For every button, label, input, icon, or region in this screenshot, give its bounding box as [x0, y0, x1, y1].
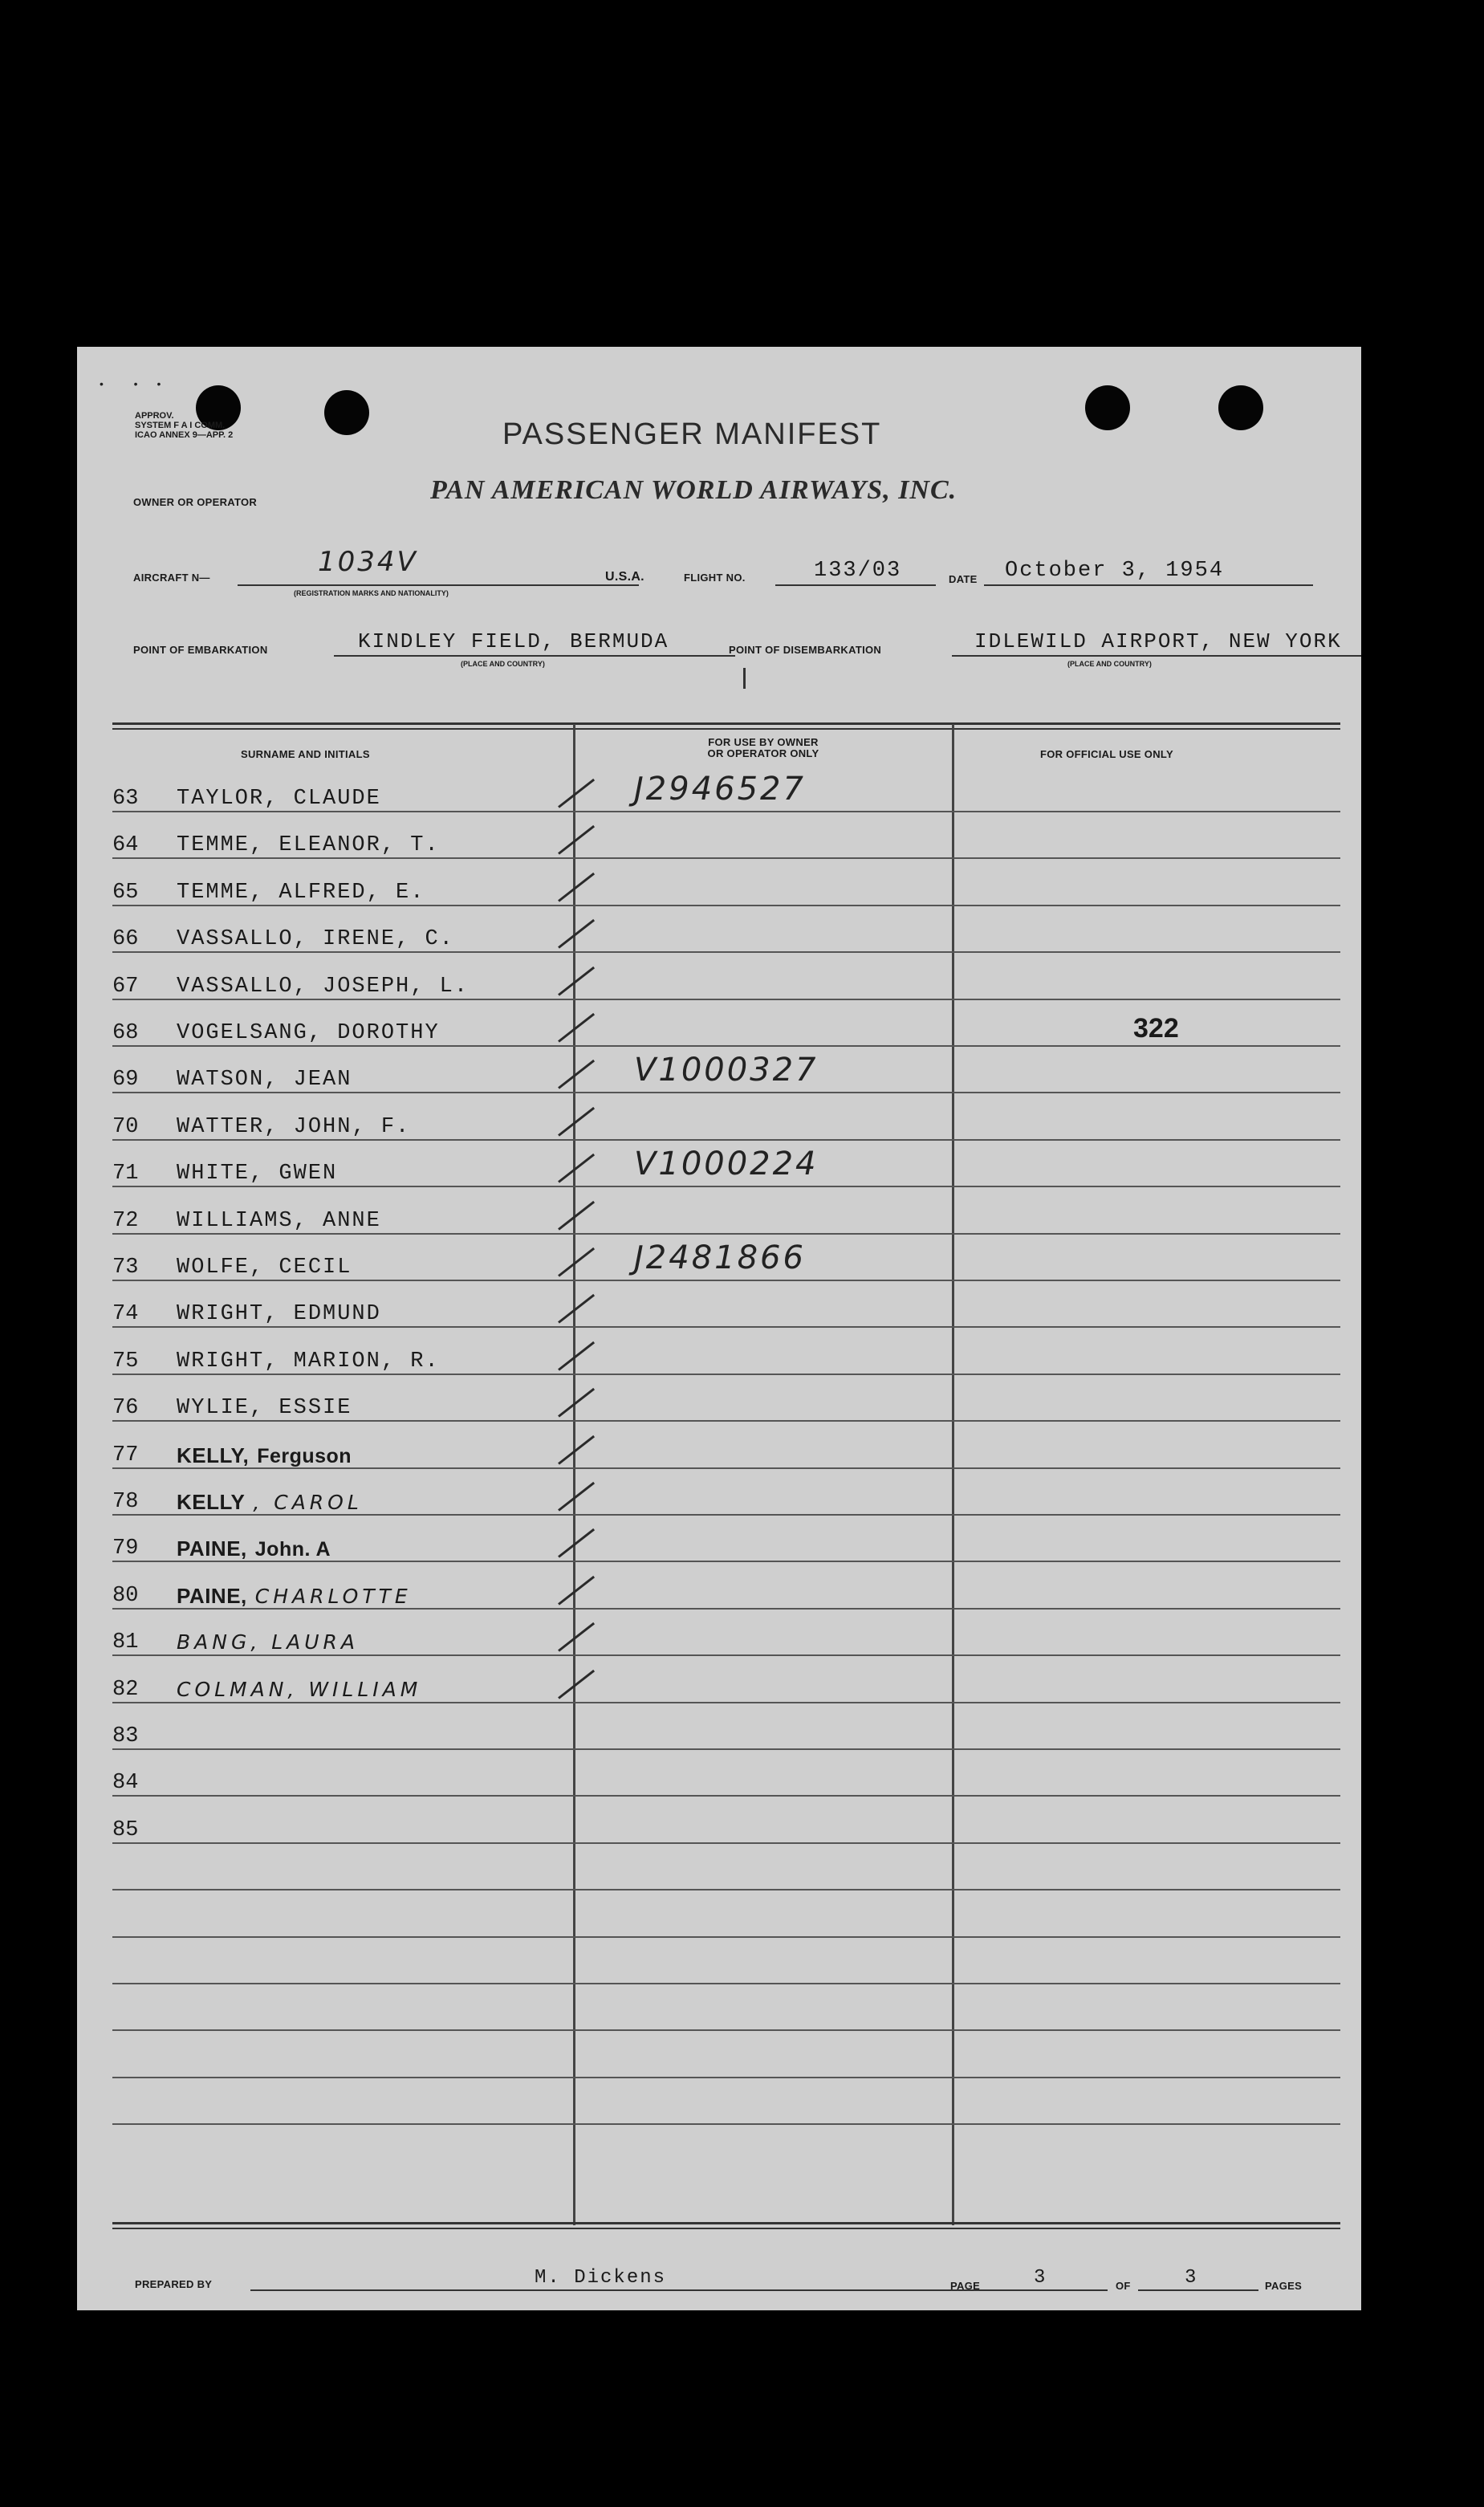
passenger-given-name: CHARLOTTE: [254, 1585, 412, 1608]
form-title: PASSENGER MANIFEST: [502, 417, 882, 451]
page-label: PAGE: [950, 2280, 981, 2292]
owner-entry: J2481866: [634, 1239, 806, 1276]
row-rule: [112, 1092, 1340, 1093]
check-mark: [558, 919, 595, 949]
row-rule: [112, 1795, 1340, 1797]
owner-entry: V1000224: [634, 1146, 819, 1182]
row-rule: [112, 1983, 1340, 1984]
check-mark: [558, 1107, 595, 1137]
row-number: 70: [112, 1115, 139, 1139]
embark-sublabel: (PLACE AND COUNTRY): [461, 660, 545, 668]
approval-stamp-line: APPROV.: [135, 411, 174, 421]
aircraft-label: AIRCRAFT N—: [133, 572, 210, 584]
prepared-value: M. Dickens: [535, 2267, 667, 2289]
passenger-given-name: Ferguson: [257, 1445, 352, 1467]
owner-entry: J2946527: [634, 771, 806, 808]
row-number: 76: [112, 1396, 139, 1420]
check-mark: [558, 825, 595, 855]
row-number: 79: [112, 1536, 139, 1561]
row-number: 69: [112, 1068, 139, 1092]
row-rule: [112, 2077, 1340, 2078]
passenger-name: TEMME, ELEANOR, T.: [177, 833, 440, 857]
passenger-name: TEMME, ALFRED, E.: [177, 881, 425, 905]
of-label: OF: [1116, 2280, 1131, 2292]
check-mark: [558, 873, 595, 902]
row-rule: [112, 1702, 1340, 1703]
check-mark: [558, 1247, 595, 1277]
owner-label: OWNER OR OPERATOR: [133, 496, 258, 508]
row-rule: [112, 1420, 1340, 1422]
check-mark: [558, 1576, 595, 1606]
punch-hole: [324, 390, 369, 435]
row-number: 74: [112, 1302, 139, 1326]
flight-value: 133/03: [814, 559, 902, 583]
row-rule: [112, 951, 1340, 953]
row-number: 81: [112, 1630, 139, 1654]
table-bottom-rule: [112, 2222, 1340, 2224]
passenger-name: [177, 1443, 352, 1470]
row-rule: [112, 1186, 1340, 1187]
passenger-name: WRIGHT, MARION, R.: [177, 1349, 440, 1374]
row-number: 65: [112, 881, 139, 905]
row-rule: [112, 999, 1340, 1000]
row-rule: [112, 1045, 1340, 1047]
row-number: 83: [112, 1724, 139, 1748]
embark-label: POINT OF EMBARKATION: [133, 644, 268, 656]
row-number: 66: [112, 927, 139, 951]
row-rule: [112, 1889, 1340, 1890]
passenger-name: [177, 1490, 363, 1516]
of-underline: [1138, 2289, 1258, 2291]
column-divider: [573, 724, 575, 2225]
check-mark: [558, 779, 595, 808]
table-top-rule: [112, 722, 1340, 725]
check-mark: [558, 1060, 595, 1089]
row-number: 77: [112, 1443, 139, 1467]
manifest-page: [77, 347, 1361, 2310]
passenger-name: TAYLOR, CLAUDE: [177, 787, 381, 811]
col-surname-header: SURNAME AND INITIALS: [241, 748, 370, 760]
row-rule: [112, 1139, 1340, 1141]
row-number: 68: [112, 1021, 139, 1045]
row-number: 78: [112, 1490, 139, 1514]
table-top-rule: [112, 728, 1340, 730]
tick-mark: [743, 668, 746, 689]
approval-stamp-line: ICAO ANNEX 9—APP. 2: [135, 430, 234, 440]
passenger-name: VASSALLO, IRENE, C.: [177, 927, 454, 951]
date-label: DATE: [949, 573, 978, 585]
page-value: 3: [1034, 2267, 1047, 2289]
official-entry: 322: [1133, 1013, 1179, 1044]
row-rule: [112, 1842, 1340, 1844]
row-rule: [112, 2029, 1340, 2031]
embark-underline: [334, 655, 735, 657]
punch-hole: [1085, 385, 1130, 430]
passenger-given-name: , CAROL: [253, 1491, 363, 1514]
passenger-surname: KELLY,: [177, 1443, 250, 1467]
check-mark: [558, 1154, 595, 1183]
row-rule: [112, 1280, 1340, 1281]
check-mark: [558, 1528, 595, 1558]
approval-stamp-line: SYSTEM F A I COMM.: [135, 421, 226, 430]
row-rule: [112, 1233, 1340, 1235]
disembark-label: POINT OF DISEMBARKATION: [729, 644, 882, 656]
disembark-sublabel: (PLACE AND COUNTRY): [1067, 660, 1152, 668]
check-mark: [558, 1201, 595, 1231]
row-number: 67: [112, 975, 139, 999]
prepared-underline: [250, 2289, 1021, 2291]
passenger-name: WATTER, JOHN, F.: [177, 1115, 411, 1139]
col-owner-header-line: OR OPERATOR ONLY: [707, 747, 819, 759]
date-value: October 3, 1954: [1005, 559, 1225, 583]
aircraft-sublabel: (REGISTRATION MARKS AND NATIONALITY): [294, 589, 449, 597]
passenger-name: BANG, LAURA: [177, 1630, 360, 1654]
passenger-name: WYLIE, ESSIE: [177, 1396, 352, 1420]
column-divider: [952, 724, 954, 2225]
prepared-label: PREPARED BY: [135, 2278, 213, 2290]
passenger-name: VOGELSANG, DOROTHY: [177, 1021, 440, 1045]
row-number: 84: [112, 1771, 139, 1795]
disembark-value: IDLEWILD AIRPORT, NEW YORK: [974, 629, 1342, 653]
check-mark: [558, 1388, 595, 1418]
passenger-name: WILLIAMS, ANNE: [177, 1209, 381, 1233]
page-underline: [987, 2289, 1108, 2291]
usa-label: U.S.A.: [605, 570, 644, 584]
table-bottom-rule: [112, 2228, 1340, 2229]
check-mark: [558, 1435, 595, 1465]
passenger-name: WRIGHT, EDMUND: [177, 1302, 381, 1326]
check-mark: [558, 967, 595, 996]
of-value: 3: [1185, 2267, 1198, 2289]
row-number: 72: [112, 1209, 139, 1233]
edge-dots: • • •: [100, 377, 169, 390]
row-rule: [112, 811, 1340, 812]
passenger-name: WOLFE, CECIL: [177, 1256, 352, 1280]
col-owner-header: [575, 737, 952, 759]
row-rule: [112, 1936, 1340, 1938]
approval-stamp: [135, 411, 233, 440]
row-number: 75: [112, 1349, 139, 1374]
row-number: 82: [112, 1678, 139, 1702]
passenger-surname: PAINE,: [177, 1584, 247, 1608]
punch-hole: [1218, 385, 1263, 430]
row-rule: [112, 857, 1340, 859]
passenger-name: WHITE, GWEN: [177, 1162, 338, 1186]
check-mark: [558, 1294, 595, 1324]
operator-name: PAN AMERICAN WORLD AIRWAYS, INC.: [430, 475, 957, 505]
disembark-underline: [952, 655, 1361, 657]
row-number: 85: [112, 1818, 139, 1842]
check-mark: [558, 1341, 595, 1371]
owner-entry: V1000327: [634, 1052, 819, 1089]
passenger-name: [177, 1584, 412, 1610]
pages-label: PAGES: [1265, 2280, 1303, 2292]
row-rule: [112, 2123, 1340, 2125]
row-rule: [112, 905, 1340, 906]
embark-value: KINDLEY FIELD, BERMUDA: [358, 629, 669, 653]
passenger-name: COLMAN, WILLIAM: [177, 1678, 422, 1701]
aircraft-underline: [238, 584, 639, 586]
col-official-header: FOR OFFICIAL USE ONLY: [1040, 748, 1173, 760]
row-number: 73: [112, 1256, 139, 1280]
date-underline: [984, 584, 1313, 586]
row-number: 71: [112, 1162, 139, 1186]
row-rule: [112, 1326, 1340, 1328]
flight-underline: [775, 584, 936, 586]
aircraft-value: 1034V: [318, 546, 418, 578]
col-owner-header-line: FOR USE BY OWNER: [708, 736, 819, 748]
flight-label: FLIGHT NO.: [684, 572, 746, 584]
row-number: 80: [112, 1584, 139, 1608]
check-mark: [558, 1482, 595, 1512]
passenger-given-name: John. A: [254, 1538, 331, 1561]
row-rule: [112, 1748, 1340, 1750]
row-number: 63: [112, 787, 139, 811]
passenger-name: WATSON, JEAN: [177, 1068, 352, 1092]
row-number: 64: [112, 833, 139, 857]
passenger-surname: KELLY: [177, 1490, 246, 1514]
row-rule: [112, 1654, 1340, 1656]
passenger-name: VASSALLO, JOSEPH, L.: [177, 975, 470, 999]
passenger-name: [177, 1536, 331, 1563]
row-rule: [112, 1374, 1340, 1375]
check-mark: [558, 1670, 595, 1699]
check-mark: [558, 1622, 595, 1652]
check-mark: [558, 1013, 595, 1043]
passenger-surname: PAINE,: [177, 1536, 247, 1561]
